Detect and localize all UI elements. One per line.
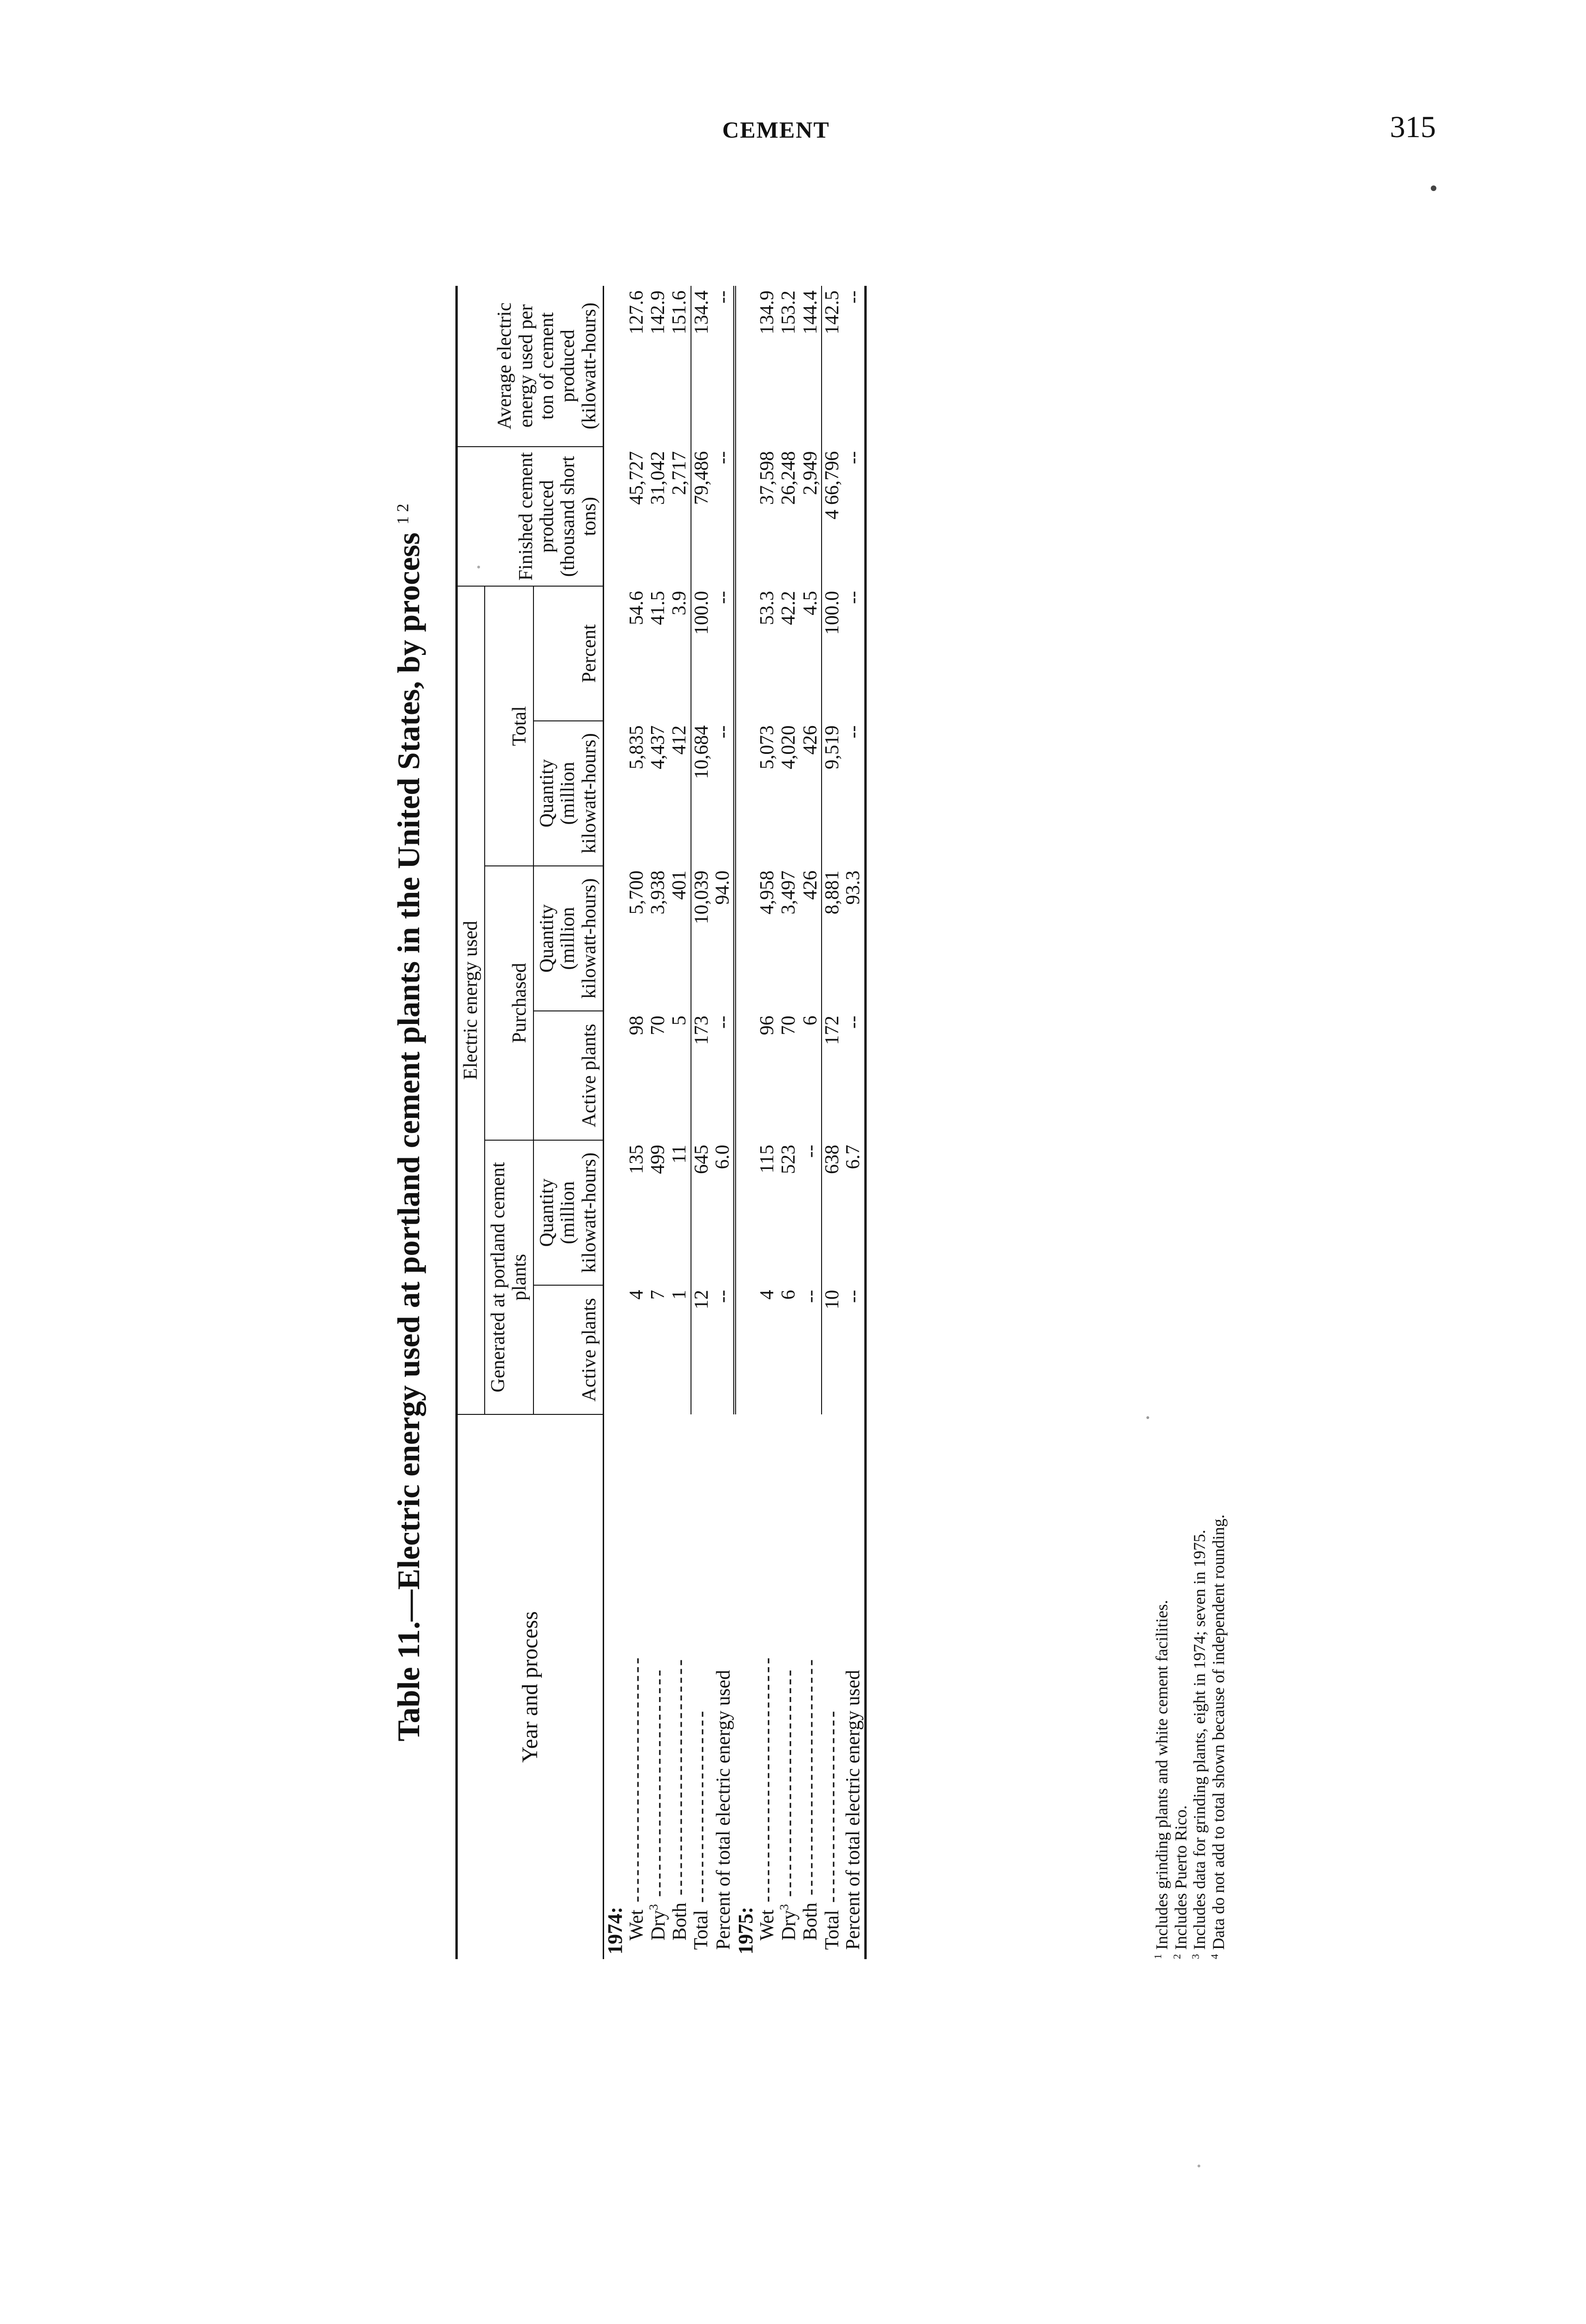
footnote-text: Includes data for grinding plants, eight in 1974; seven in 1975.: [1190, 1530, 1209, 1950]
table-cell: 94.0: [712, 866, 735, 1011]
table-cell: 79,486: [691, 447, 712, 587]
row-footnote-mark: 3: [777, 1904, 791, 1910]
table-cell: 9,519: [822, 721, 843, 866]
electric-energy-header: Electric energy used: [457, 586, 485, 1414]
table-title-text: Table 11.—Electric energy used at portland cement plants in the United States, by process: [391, 532, 426, 1742]
total-quantity-header: Quantity (million kilowatt-hours): [533, 721, 604, 866]
table-cell: 11: [669, 1144, 691, 1164]
table-cell: --: [799, 1290, 821, 1303]
table-cell: 98: [625, 1016, 647, 1036]
table-cell: 645: [691, 1140, 712, 1285]
table-cell: 42.2: [778, 591, 800, 625]
table-cell: 6: [778, 1290, 800, 1300]
energy-table: [455, 286, 867, 1959]
table-cell: 41.5: [647, 591, 669, 625]
table-row: [712, 286, 735, 1959]
table-cell: 135: [625, 1144, 647, 1174]
table-cell: 70: [778, 1016, 800, 1036]
table-cell: 3,938: [647, 870, 669, 915]
table-cell: --: [843, 1285, 865, 1414]
process-label: [626, 1414, 647, 1959]
table-row: [843, 286, 865, 1959]
table-cell: --: [712, 586, 735, 720]
table-cell: 5: [669, 1016, 691, 1026]
leader-dots: ----------------------------: [756, 1655, 778, 1910]
table-row: [604, 286, 626, 1959]
leader-dots: ---------------------------: [800, 1657, 822, 1903]
process-label: [778, 1414, 800, 1959]
table-cell: 151.6: [669, 290, 691, 335]
row-label: Percent of total electric energy used: [842, 1670, 864, 1950]
leader-dots: ----------------------: [691, 1709, 712, 1910]
leader-dots: ----------------------: [821, 1709, 843, 1910]
total-header: Total: [485, 586, 533, 866]
footnote: [1171, 286, 1191, 1959]
table-cell: --: [843, 586, 865, 720]
table-cell: 10: [822, 1285, 843, 1414]
table-cell: --: [712, 447, 735, 587]
row-footnote-mark: 3: [647, 1904, 661, 1910]
speck: [1431, 185, 1436, 191]
table-cell: 3.9: [669, 591, 691, 615]
table-cell: 127.6: [625, 290, 647, 335]
table-cell: 7: [647, 1290, 669, 1300]
percent-label: [843, 1414, 865, 1959]
table-cell: [604, 866, 626, 1011]
table-cell: 12: [691, 1285, 712, 1414]
table-cell: [735, 286, 757, 447]
footnote-mark: 4: [1208, 1954, 1220, 1959]
process-label: [800, 1414, 822, 1959]
table-cell: 5,073: [756, 725, 778, 770]
purchased-header: Purchased: [485, 866, 533, 1140]
process-label: [647, 1414, 669, 1959]
table-cell: 499: [647, 1144, 669, 1174]
table-cell: --: [712, 1011, 735, 1140]
row-label: 1974:: [604, 1907, 627, 1954]
purchased-active-plants-header: Active plants: [533, 1011, 604, 1140]
generated-quantity-header: Quantity (million kilowatt-hours): [533, 1140, 604, 1285]
table-cell: --: [712, 1285, 735, 1414]
table-cell: 153.2: [778, 290, 800, 335]
footnote: [1209, 286, 1228, 1959]
row-label: Both: [800, 1902, 822, 1941]
table-cell: 6.0: [712, 1140, 735, 1285]
table-cell: 4: [625, 1290, 647, 1300]
row-label: Total: [821, 1910, 843, 1950]
table-cell: 93.3: [843, 866, 865, 1011]
footnote-mark: 2: [1171, 1954, 1183, 1959]
table-title: [390, 286, 427, 1959]
row-label: Dry: [648, 1910, 670, 1941]
table-row: [691, 286, 712, 1959]
table-cell: [604, 1011, 626, 1140]
speck: [1198, 2165, 1200, 2167]
table-cell: 5,835: [625, 725, 647, 770]
row-label: Total: [691, 1910, 712, 1950]
table-cell: --: [843, 286, 865, 447]
table-cell: 2,949: [799, 451, 821, 495]
table-cell: [735, 1011, 757, 1140]
leader-dots: ---------------------------: [669, 1657, 691, 1903]
process-label: [757, 1414, 778, 1959]
footnote-text: Data do not add to total shown because of independent rounding.: [1209, 1514, 1228, 1950]
footnote-text: Includes grinding plants and white cement facilities.: [1152, 1600, 1171, 1950]
footnote: [1152, 286, 1171, 1959]
table-cell: 53.3: [756, 591, 778, 625]
rotated-table-block: [390, 286, 1264, 1959]
table-row: [778, 286, 800, 1959]
purchased-quantity-header: Quantity (million kilowatt-hours): [533, 866, 604, 1011]
footnote-mark: 3: [1190, 1954, 1202, 1959]
table-cell: 638: [822, 1140, 843, 1285]
table-cell: 426: [799, 725, 821, 755]
footnote-mark: 1: [1152, 1954, 1164, 1959]
footnotes: [1152, 286, 1228, 1959]
percent-label: [712, 1414, 735, 1959]
table-cell: 4: [756, 1290, 778, 1300]
table-cell: 4.5: [799, 591, 821, 615]
table-cell: 6: [799, 1016, 821, 1026]
table-cell: [604, 721, 626, 866]
table-cell: 134.9: [756, 290, 778, 335]
table-cell: 10,039: [691, 866, 712, 1011]
table-cell: [604, 586, 626, 720]
table-cell: [735, 721, 757, 866]
table-cell: 142.5: [822, 286, 843, 447]
table-cell: 70: [647, 1016, 669, 1036]
row-label: Both: [669, 1902, 691, 1941]
process-label: [669, 1414, 691, 1959]
table-cell: --: [843, 721, 865, 866]
table-cell: 142.9: [647, 290, 669, 335]
table-cell: 10,684: [691, 721, 712, 866]
table-cell: [604, 447, 626, 587]
table-row: [735, 286, 757, 1959]
table-cell: 2,717: [669, 451, 691, 495]
total-percent-header: Percent: [533, 586, 604, 720]
table-cell: 401: [669, 870, 691, 900]
table-title-footnote-marks: 1 2: [393, 503, 412, 525]
average-energy-header: Average electric energy used per ton of cement produced (kilowatt-hours): [457, 286, 604, 447]
page-number: 315: [1390, 110, 1436, 144]
table-cell: 96: [756, 1016, 778, 1036]
table-cell: 4 66,796: [822, 447, 843, 587]
row-label: Wet: [756, 1909, 778, 1941]
table-cell: 31,042: [647, 451, 669, 505]
section-title: CEMENT: [722, 117, 830, 143]
stub-header: Year and process: [457, 1414, 604, 1959]
footnote-text: Includes Puerto Rico.: [1171, 1805, 1190, 1950]
table-cell: 4,958: [756, 870, 778, 915]
table-cell: --: [712, 721, 735, 866]
table-cell: 100.0: [691, 586, 712, 720]
table-cell: 1: [669, 1290, 691, 1300]
table-cell: 54.6: [625, 591, 647, 625]
table-cell: [735, 447, 757, 587]
table-row: [626, 286, 647, 1959]
table-cell: --: [799, 1144, 821, 1158]
table-cell: [735, 1140, 757, 1285]
year-label: [604, 1414, 626, 1959]
finished-cement-header: Finished cement produced (thousand short tons): [457, 447, 604, 587]
table-cell: 26,248: [778, 451, 800, 505]
table-cell: [735, 866, 757, 1011]
table-cell: 3,497: [778, 870, 800, 915]
footnote: [1190, 286, 1209, 1959]
generated-active-plants-header: Active plants: [533, 1285, 604, 1414]
row-label: Dry: [778, 1910, 800, 1941]
total-label: [822, 1414, 843, 1959]
row-label: Wet: [625, 1909, 647, 1941]
table-cell: 412: [669, 725, 691, 755]
table-cell: --: [843, 1011, 865, 1140]
table-cell: 523: [778, 1144, 800, 1174]
table-cell: 100.0: [822, 586, 843, 720]
table-cell: 37,598: [756, 451, 778, 505]
table-cell: 4,437: [647, 725, 669, 770]
table-cell: [735, 586, 757, 720]
table-row: [822, 286, 843, 1959]
table-body: [604, 286, 866, 1959]
table-cell: 5,700: [625, 870, 647, 915]
table-cell: 173: [691, 1011, 712, 1140]
table-cell: 115: [756, 1144, 778, 1174]
row-label: Percent of total electric energy used: [712, 1670, 734, 1950]
table-row: [647, 286, 669, 1959]
leader-dots: ----------------------------: [625, 1655, 647, 1910]
generated-header: Generated at portland cement plants: [485, 1140, 533, 1414]
row-label: 1975:: [734, 1907, 757, 1954]
table-cell: 8,881: [822, 866, 843, 1011]
table-row: [669, 286, 691, 1959]
table-row: [757, 286, 778, 1959]
year-label: [735, 1414, 757, 1959]
table-cell: 172: [822, 1011, 843, 1140]
table-cell: 6.7: [843, 1140, 865, 1285]
table-cell: 144.4: [799, 290, 821, 335]
total-label: [691, 1414, 712, 1959]
table-cell: [604, 286, 626, 447]
leader-dots: --------------------------: [648, 1667, 670, 1904]
table-cell: [604, 1285, 626, 1414]
table-cell: --: [843, 447, 865, 587]
leader-dots: --------------------------: [778, 1667, 800, 1904]
table-cell: 45,727: [625, 451, 647, 505]
table-cell: [604, 1140, 626, 1285]
table-cell: 426: [799, 870, 821, 900]
table-cell: 134.4: [691, 286, 712, 447]
table-cell: --: [712, 286, 735, 447]
table-cell: [735, 1285, 757, 1414]
table-row: [800, 286, 822, 1959]
table-cell: 4,020: [778, 725, 800, 770]
